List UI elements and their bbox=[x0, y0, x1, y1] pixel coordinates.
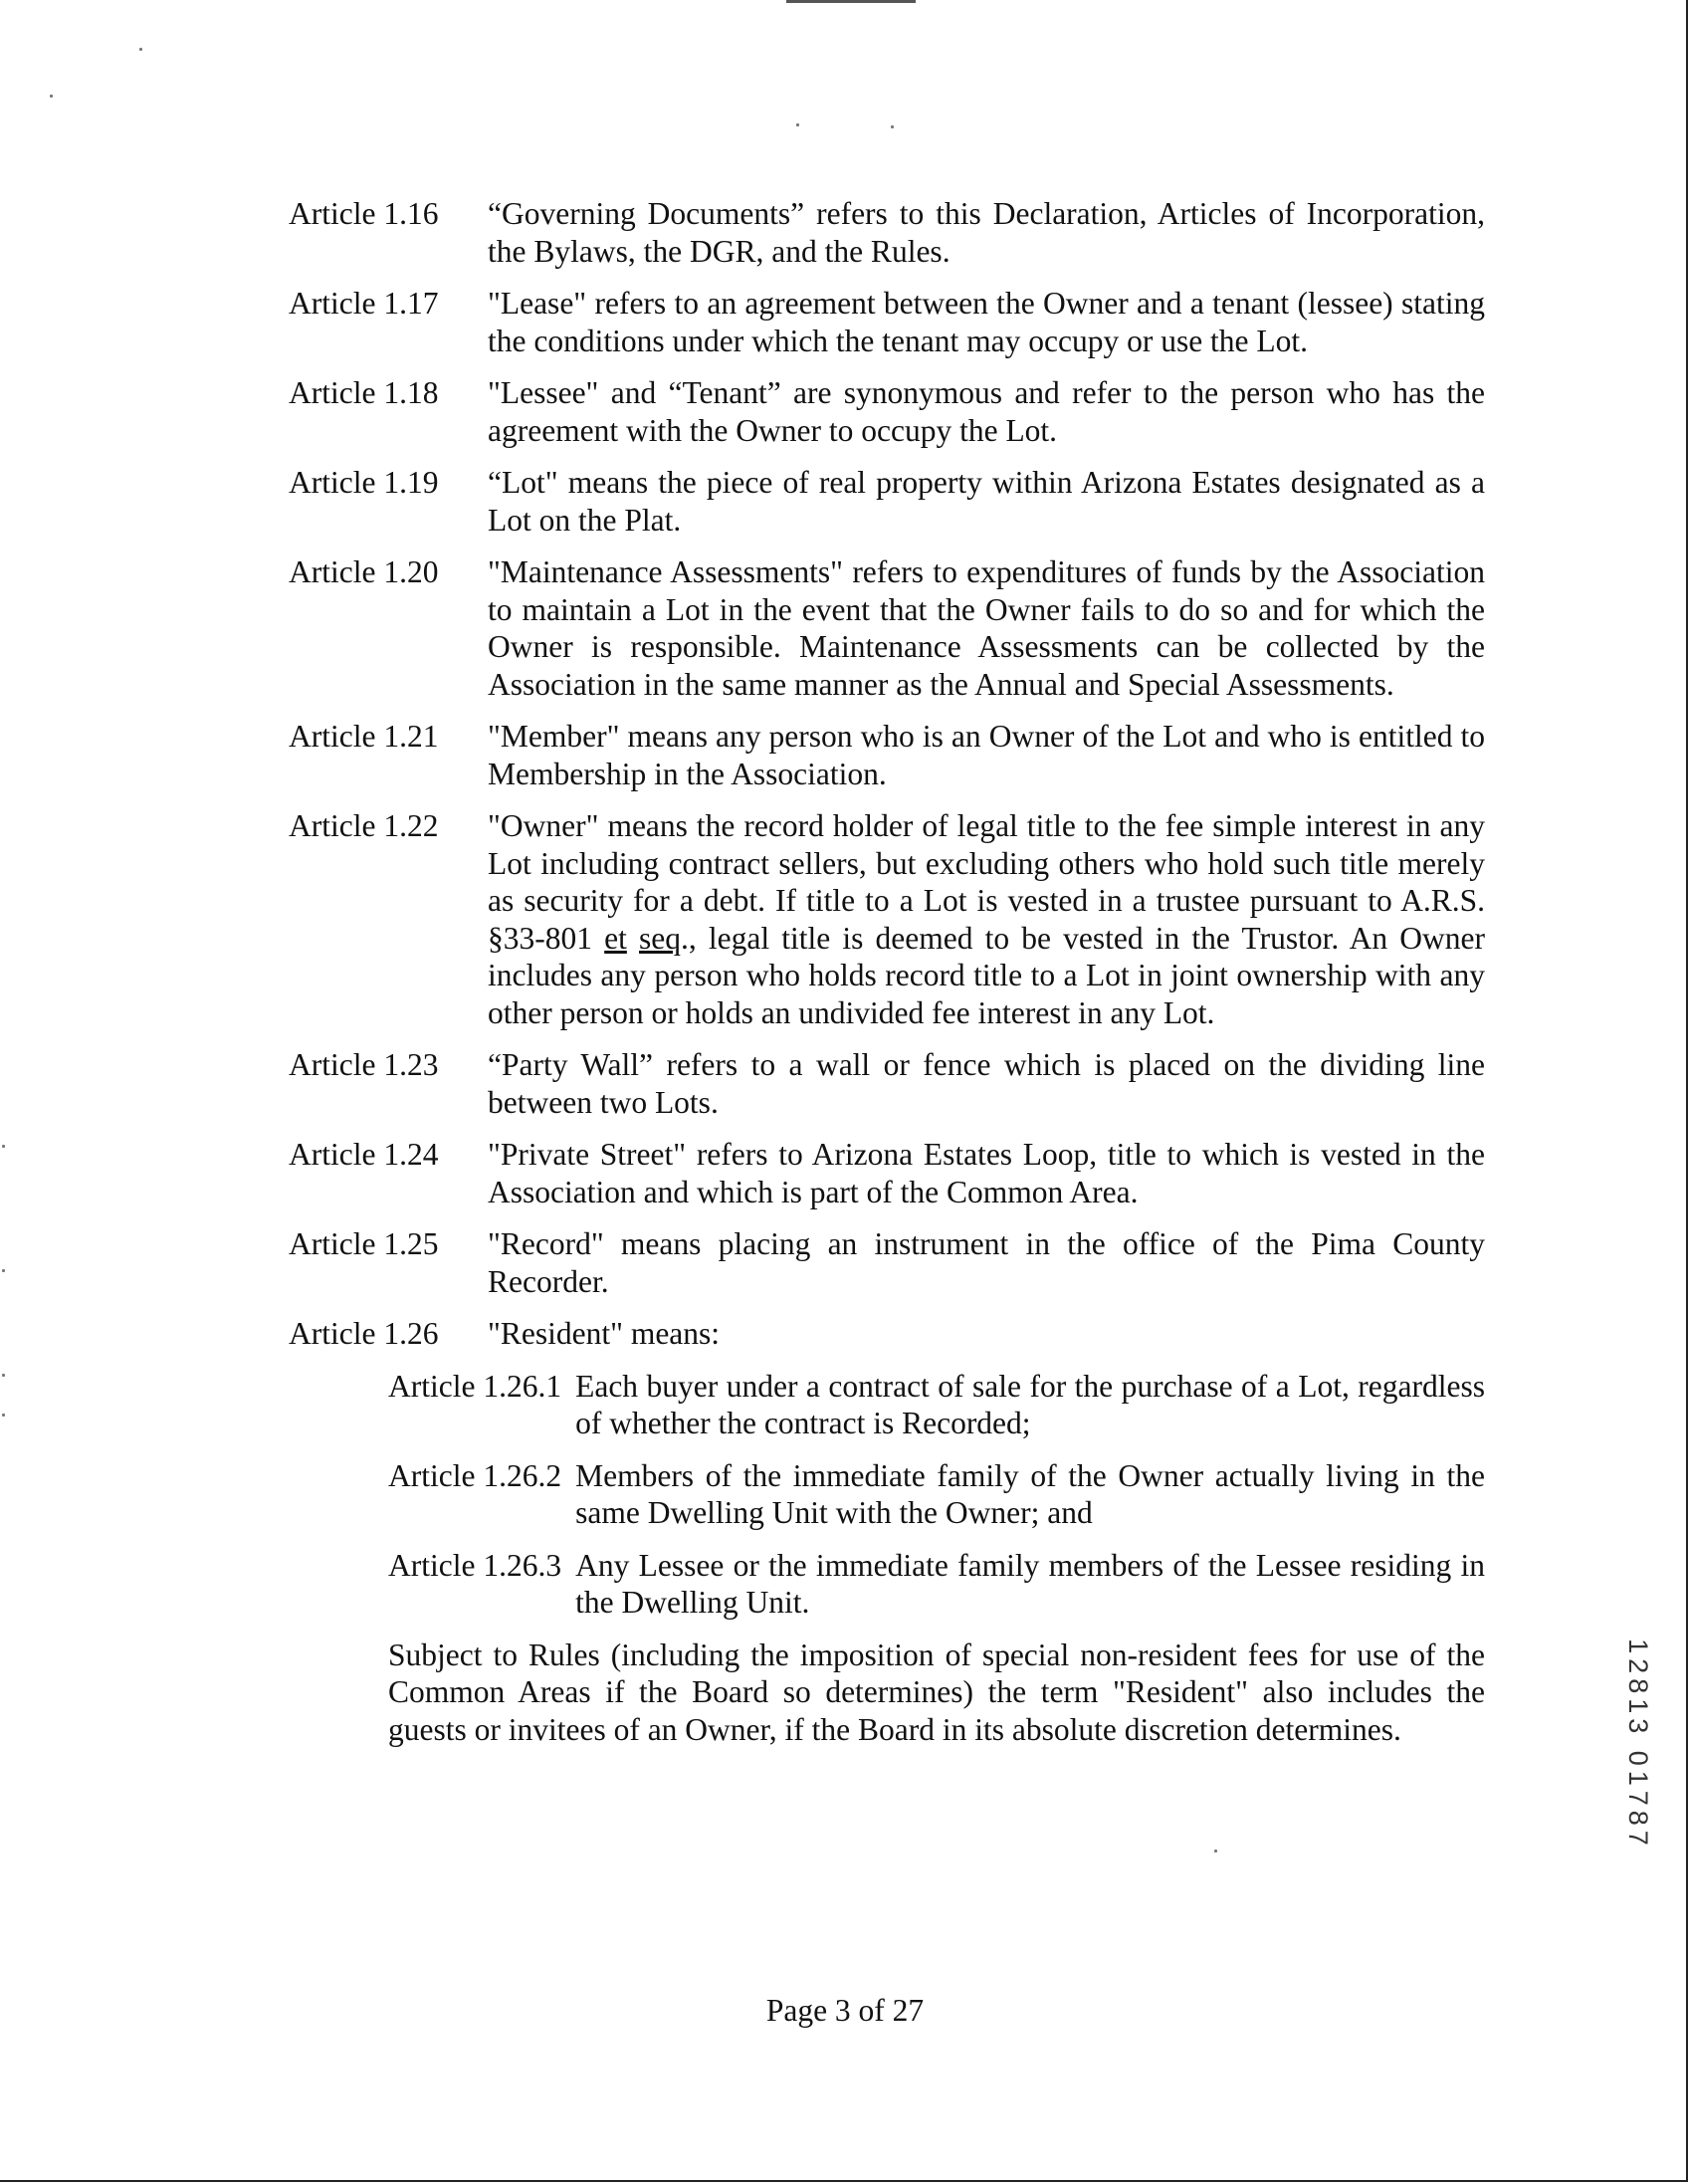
article-text: “Governing Documents” refers to this Declaration, Articles of Incorporation, the Bylaws, the DGR, and the Rules. bbox=[488, 196, 1485, 269]
article-text: "Lease" refers to an agreement between the Owner and a tenant (lessee) stating the conditions under which the tenant may occupy or use the Lot. bbox=[488, 286, 1485, 358]
underlined-et: et bbox=[604, 920, 627, 956]
article-1-20 bbox=[289, 553, 1485, 703]
article-text-part: ., legal title is deemed to be vested in the Trustor. An Owner includes any person who holds record title to a Lot in joint ownership with any other person or holds an undivided fee interest in any Lot. bbox=[488, 920, 1486, 1030]
article-1-26-1 bbox=[388, 1368, 1485, 1442]
article-text-part: "Owner" means the record holder of legal title to the fee simple interest in any Lot including contract sellers, but excluding others who hold such title merely as security for a debt. If title to a Lot is vested in a trustee pursuant to A.R.S. §33-801 bbox=[488, 808, 1485, 956]
article-1-17 bbox=[289, 285, 1485, 359]
article-label: Article 1.16 bbox=[289, 196, 439, 231]
closing-paragraph: Subject to Rules (including the imposition of special non-resident fees for use of the Common Areas if the Board so determines) the term "Resident" also includes the guests or invitees of an Owner, if the Board in its absolute discretion determines. bbox=[388, 1637, 1485, 1747]
article-text: "Member" means any person who is an Owner of the Lot and who is entitled to Membership in the Association. bbox=[488, 719, 1485, 791]
sub-article-label: Article 1.26.3 bbox=[388, 1547, 562, 1583]
document-body bbox=[289, 195, 1485, 1748]
underlined-seq: seq bbox=[639, 920, 682, 956]
article-1-26-2 bbox=[388, 1457, 1485, 1532]
scan-speck bbox=[2, 1374, 5, 1377]
article-label: Article 1.26 bbox=[289, 1316, 439, 1351]
article-1-19 bbox=[289, 464, 1485, 539]
article-text: "Maintenance Assessments" refers to expenditures of funds by the Association to maintain a Lot in the event that the Owner fails to do so and for which the Owner is responsible. Maintenance Assessments can be collected by the Association in the same manner as the Annual and Special Assessments. bbox=[488, 554, 1485, 702]
article-1-23 bbox=[289, 1046, 1485, 1121]
article-text: “Party Wall” refers to a wall or fence which is placed on the dividing line between two Lots. bbox=[488, 1047, 1485, 1120]
sub-article-text: Members of the immediate family of the Owner actually living in the same Dwelling Unit with the Owner; and bbox=[575, 1457, 1485, 1530]
article-text bbox=[488, 807, 1485, 1031]
scan-speck bbox=[891, 125, 894, 128]
scan-speck bbox=[139, 48, 142, 51]
article-label: Article 1.18 bbox=[289, 375, 439, 410]
article-1-16 bbox=[289, 195, 1485, 270]
recording-stamp-text: 12813 01787 bbox=[1622, 1638, 1653, 1851]
scan-speck bbox=[2, 1414, 5, 1417]
scan-artifact-mark bbox=[786, 0, 916, 3]
article-text: "Private Street" refers to Arizona Estates Loop, title to which is vested in the Association and which is part of the Common Area. bbox=[488, 1137, 1485, 1209]
recording-stamp bbox=[1617, 1605, 1657, 1883]
scan-speck bbox=[2, 1145, 5, 1148]
article-label: Article 1.23 bbox=[289, 1047, 439, 1082]
article-1-26 bbox=[289, 1315, 1485, 1353]
sub-article-label: Article 1.26.1 bbox=[388, 1368, 562, 1404]
article-text-space bbox=[627, 921, 639, 956]
sub-article-text: Any Lessee or the immediate family members of the Lessee residing in the Dwelling Unit. bbox=[575, 1547, 1485, 1620]
article-text: "Record" means placing an instrument in the office of the Pima County Recorder. bbox=[488, 1226, 1485, 1299]
article-text: "Resident" means: bbox=[488, 1316, 721, 1351]
article-1-18 bbox=[289, 374, 1485, 449]
scan-speck bbox=[50, 95, 53, 98]
article-label: Article 1.17 bbox=[289, 286, 439, 321]
article-text: “Lot" means the piece of real property within Arizona Estates designated as a Lot on the Plat. bbox=[488, 465, 1485, 538]
article-1-26-3 bbox=[388, 1547, 1485, 1622]
page-number: Page 3 of 27 bbox=[765, 1993, 925, 2028]
article-1-25 bbox=[289, 1225, 1485, 1300]
article-label: Article 1.19 bbox=[289, 465, 439, 500]
sub-article-text: Each buyer under a contract of sale for the purchase of a Lot, regardless of whether the contract is Recorded; bbox=[575, 1368, 1485, 1440]
article-1-21 bbox=[289, 718, 1485, 792]
scan-speck bbox=[796, 123, 799, 126]
scan-speck bbox=[2, 1269, 5, 1272]
scan-speck bbox=[1214, 1850, 1217, 1853]
article-label: Article 1.21 bbox=[289, 719, 439, 754]
article-1-24 bbox=[289, 1136, 1485, 1210]
article-label: Article 1.24 bbox=[289, 1137, 439, 1172]
sub-article-label: Article 1.26.2 bbox=[388, 1457, 562, 1493]
article-label: Article 1.20 bbox=[289, 554, 439, 589]
article-1-22 bbox=[289, 807, 1485, 1031]
article-label: Article 1.25 bbox=[289, 1226, 439, 1261]
article-text: "Lessee" and “Tenant” are synonymous and refer to the person who has the agreement with the Owner to occupy the Lot. bbox=[488, 375, 1485, 448]
article-label: Article 1.22 bbox=[289, 808, 439, 843]
